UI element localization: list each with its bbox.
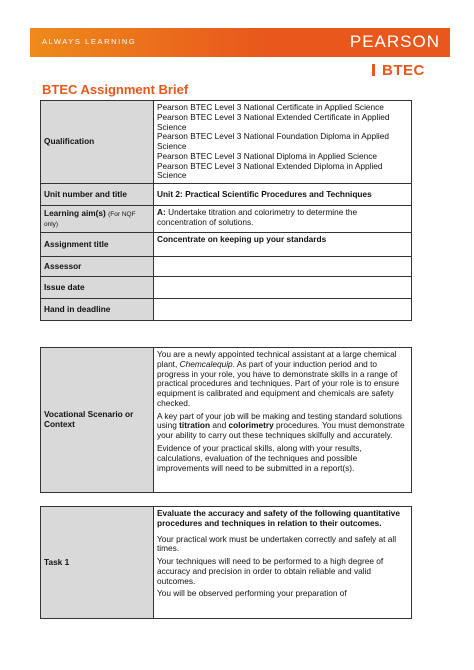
scenario-text: and [210,420,229,431]
task-table [40,506,412,619]
pearson-logo: PEARSON [349,32,440,51]
scenario-table [40,347,412,493]
assessor-label: Assessor [41,257,154,277]
assessor-value [154,257,412,277]
scenario-paragraph: Evidence of your practical skills, along with your results, calculations, evaluation of the techniques and possible improvements will need to be submitted in a report(s). [157,443,362,473]
deadline-label: Hand in deadline [41,299,154,321]
term-titration: titration [179,420,211,431]
task-paragraph: You will be observed performing your preparation of [157,588,347,599]
assignment-text: Concentrate on keeping up your standards [157,234,327,245]
qualification-item: Pearson BTEC Level 3 National Extended Certificate in Applied Science [157,111,390,132]
scenario-text: A key part of your job will be making and testing standard solutions using [157,410,402,431]
scenario-paragraph [157,412,408,441]
qualification-value [154,101,412,184]
task-paragraph: Your techniques will need to be performed to a high degree of accuracy and precision in order to obtain reliable and valid outcomes. [157,556,384,586]
scenario-value [154,348,412,493]
unit-text: Unit 2: Practical Scientific Procedures and Techniques [157,188,372,199]
task-heading-text: Evaluate the accuracy and safety of the following quantitative procedures and techniques in relation to their outcomes. [157,508,400,528]
aims-label [41,206,154,233]
qualification-item: Pearson BTEC Level 3 National Extended Diploma in Applied Science [157,160,383,181]
qualification-item: Pearson BTEC Level 3 National Certificate in Applied Science [157,102,384,112]
assignment-value [154,233,412,257]
aims-text: Undertake titration and colorimetry to determine the concentration of solutions. [157,207,358,228]
aims-prefix: A: [157,207,166,218]
scenario-text: . As part of your induction period and to progress in your role, you have to demonstrate skills in a range of practical procedures and techniques. Part of your role is to ensure equipment is calibrated and equipment and chemicals are safety checked. [157,358,400,408]
aims-value [154,206,412,233]
header-banner [30,28,450,57]
qualification-item: Pearson BTEC Level 3 National Foundation Diploma in Applied Science [157,131,389,152]
page-title: BTEC Assignment Brief [42,82,189,97]
btec-logo [372,62,425,79]
scenario-label: Vocational Scenario or Context [41,348,154,493]
task-paragraph: Your practical work must be undertaken correctly and safely at all times. [157,533,397,554]
task-value [154,507,412,619]
tagline: ALWAYS LEARNING [42,37,137,46]
issue-date-label: Issue date [41,277,154,299]
assignment-label: Assignment title [41,233,154,257]
qualification-item: Pearson BTEC Level 3 National Diploma in Applied Science [157,150,377,161]
aims-label-text: Learning aim(s) [44,208,106,219]
scenario-paragraph [157,350,408,409]
task-heading [157,509,408,529]
term-colorimetry: colorimetry [228,420,274,431]
btec-mark-icon [372,64,381,76]
unit-value [154,184,412,206]
brief-table [40,100,412,321]
qualification-label: Qualification [41,101,154,184]
deadline-value [154,299,412,321]
btec-logo-text: BTEC [382,62,425,79]
aims-note: (For NQF only) [44,211,136,229]
unit-label: Unit number and title [41,184,154,206]
company-name: Chemcalequip [179,358,233,369]
task-label: Task 1 [41,507,154,619]
scenario-text: procedures. You must demonstrate your ability to carry out these techniques skilfully and accurately. [157,420,405,441]
issue-date-value [154,277,412,299]
scenario-text: You are a newly appointed technical assistant at a large chemical plant, [157,349,397,369]
